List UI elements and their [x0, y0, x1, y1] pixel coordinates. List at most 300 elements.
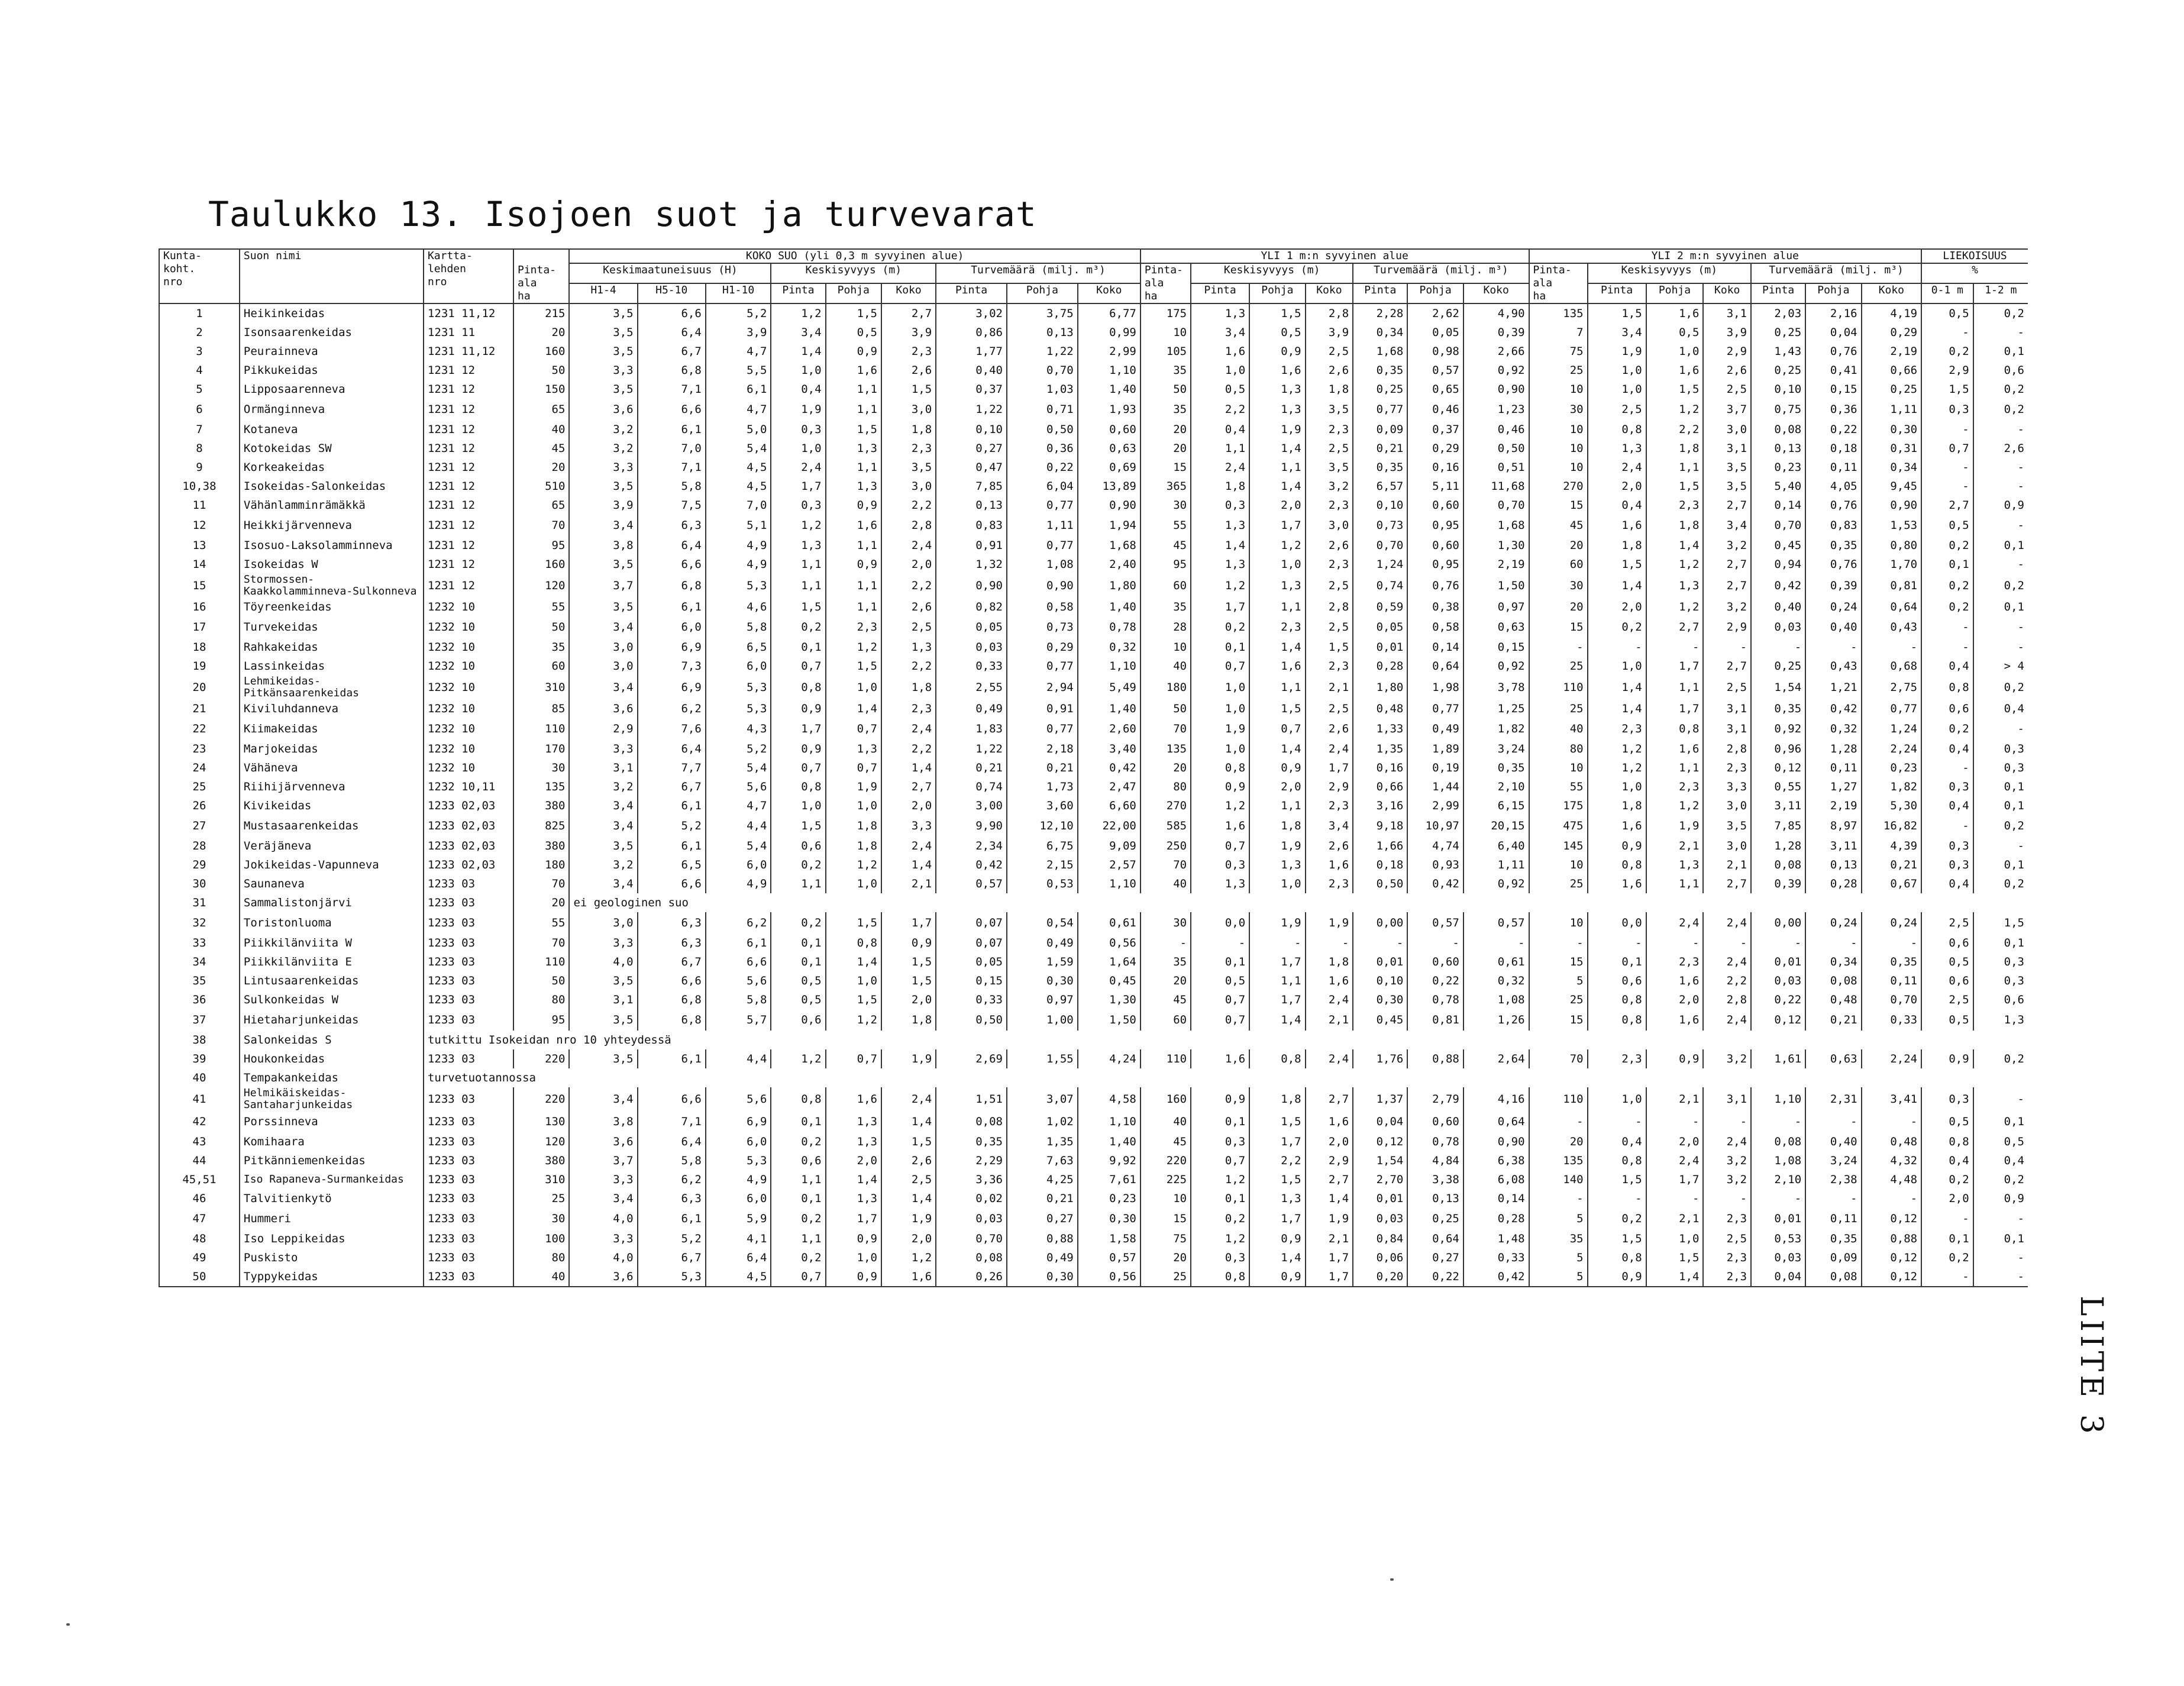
- cell-value: 3,9: [1306, 323, 1353, 342]
- cell-value: 9,45: [1862, 477, 1921, 496]
- cell-value: 3,11: [1751, 796, 1805, 815]
- cell-value: 1233 03: [424, 1170, 513, 1189]
- cell-value: 0,47: [936, 458, 1007, 477]
- cell-value: 0,21: [1007, 758, 1078, 777]
- cell-value: 0,50: [936, 1009, 1007, 1031]
- cell-value: 0,77: [1007, 718, 1078, 739]
- cell-value: -: [1703, 1189, 1751, 1208]
- cell-value: 0,51: [1463, 458, 1529, 477]
- cell-value: 1,6: [1646, 739, 1704, 758]
- col-suon-nimi: Suon nimi: [240, 249, 424, 303]
- cell-value: 180: [1141, 676, 1191, 699]
- cell-value: 1,54: [1751, 676, 1805, 699]
- cell-value: 4,90: [1463, 303, 1529, 323]
- cell-value: 10: [1141, 323, 1191, 342]
- cell-value: 1,2: [1191, 796, 1249, 815]
- cell-value: 4,16: [1463, 1087, 1529, 1111]
- cell-value: 0,12: [1862, 1248, 1921, 1267]
- cell-value: 1,59: [1007, 952, 1078, 971]
- cell-value: 9,90: [936, 815, 1007, 836]
- cell-value: 20,15: [1463, 815, 1529, 836]
- cell-value: 10: [1529, 458, 1588, 477]
- cell-value: 0,03: [1751, 971, 1805, 990]
- table-row: [159, 912, 2028, 934]
- cell-value: 22,00: [1078, 815, 1141, 836]
- cell-value: 1,0: [826, 676, 881, 699]
- cell-value: 7,85: [936, 477, 1007, 496]
- cell-value: 3,1: [1703, 718, 1751, 739]
- cell-value: 0,56: [1078, 1267, 1141, 1287]
- cell-value: 1,5: [826, 990, 881, 1009]
- cell-value: 160: [513, 342, 569, 361]
- cell-value: 1,11: [1862, 399, 1921, 420]
- cell-value: 1,4: [1588, 699, 1646, 718]
- cell-value: 1233 03: [424, 893, 513, 912]
- cell-value: -: [1973, 555, 2028, 574]
- cell-value: 4,39: [1862, 836, 1921, 855]
- cell-value: -: [1646, 1189, 1704, 1208]
- cell-value: 4,74: [1407, 836, 1463, 855]
- cell-value: 1,9: [1249, 420, 1305, 439]
- cell-value: 0,4: [1973, 1151, 2028, 1170]
- cell-value: 1232 10: [424, 638, 513, 657]
- cell-value: -: [1529, 934, 1588, 952]
- cell-suon-nimi: Korkeakeidas: [240, 458, 424, 477]
- cell-value: 0,22: [1407, 971, 1463, 990]
- cell-value: 1,22: [936, 739, 1007, 758]
- cell-value: 0,6: [771, 1151, 825, 1170]
- cell-value: 0,2: [1921, 574, 1973, 597]
- cell-value: 95: [1141, 555, 1191, 574]
- cell-value: 1233 03: [424, 912, 513, 934]
- cell-value: 4,5: [706, 1267, 771, 1287]
- cell-value: 20: [1141, 971, 1191, 990]
- cell-value: 3,1: [1703, 439, 1751, 458]
- col-y1t-koko: Koko: [1463, 283, 1529, 303]
- cell-value: 1231 12: [424, 555, 513, 574]
- cell-value: 25: [1529, 699, 1588, 718]
- cell-value: 0,5: [1249, 323, 1305, 342]
- cell-suon-nimi: Kiviluhdanneva: [240, 699, 424, 718]
- col-yli2-pinta-ala: Pinta- ala ha: [1529, 263, 1588, 303]
- cell-value: -: [1973, 458, 2028, 477]
- cell-value: 0,78: [1078, 616, 1141, 638]
- col-yli1-keskisyvyys: Keskisyvyys (m): [1191, 263, 1353, 283]
- cell-value: 3,5: [569, 477, 637, 496]
- col-y1-pinta: Pinta: [1191, 283, 1249, 303]
- cell-value: 6,1: [706, 380, 771, 399]
- cell-value: 7,1: [638, 380, 706, 399]
- cell-value: 0,95: [1407, 555, 1463, 574]
- cell-value: 1233 03: [424, 1111, 513, 1132]
- table-row: [159, 676, 2028, 699]
- cell-value: 50: [513, 616, 569, 638]
- cell-value: 2,4: [881, 718, 936, 739]
- cell-value: 0,9: [1921, 1049, 1973, 1068]
- cell-value: 3,4: [569, 874, 637, 893]
- cell-value: 5: [1529, 1267, 1588, 1287]
- cell-value: 3,5: [569, 342, 637, 361]
- col-pohja: Pohja: [826, 283, 881, 303]
- cell-value: 0,14: [1751, 496, 1805, 515]
- cell-value: 2,19: [1463, 555, 1529, 574]
- cell-value: 15: [1529, 496, 1588, 515]
- cell-value: 2,15: [1007, 855, 1078, 874]
- cell-value: 2,5: [1306, 699, 1353, 718]
- cell-value: 0,29: [1862, 323, 1921, 342]
- cell-nro: 30: [159, 874, 240, 893]
- cell-value: -: [1805, 1111, 1861, 1132]
- cell-value: -: [1921, 758, 1973, 777]
- cell-value: 1,1: [826, 458, 881, 477]
- cell-value: 6,7: [638, 1248, 706, 1267]
- cell-value: 0,7: [1191, 1009, 1249, 1031]
- cell-value: 0,8: [1588, 420, 1646, 439]
- col-t-pinta: Pinta: [936, 283, 1007, 303]
- cell-value: 2,4: [1703, 952, 1751, 971]
- cell-value: 2,0: [881, 555, 936, 574]
- cell-value: 0,76: [1805, 342, 1861, 361]
- cell-value: 0,34: [1353, 323, 1407, 342]
- cell-value: 0,73: [1007, 616, 1078, 638]
- cell-value: 5,3: [638, 1267, 706, 1287]
- cell-value: 0,25: [1407, 1208, 1463, 1229]
- cell-value: 0,8: [1191, 1267, 1249, 1287]
- cell-value: 0,90: [1463, 380, 1529, 399]
- cell-value: 0,30: [1353, 990, 1407, 1009]
- cell-value: 0,70: [1353, 536, 1407, 555]
- cell-value: 4,6: [706, 597, 771, 616]
- cell-value: 1,4: [1249, 1248, 1305, 1267]
- cell-suon-nimi: Lipposaarenneva: [240, 380, 424, 399]
- cell-value: 1,2: [826, 1009, 881, 1031]
- cell-value: 1,0: [1191, 739, 1249, 758]
- cell-value: 2,0: [826, 1151, 881, 1170]
- table-row: [159, 1267, 2028, 1287]
- cell-value: 1,1: [771, 874, 825, 893]
- cell-value: 50: [1141, 699, 1191, 718]
- cell-value: 0,18: [1353, 855, 1407, 874]
- cell-value: 0,96: [1751, 739, 1805, 758]
- table-row: [159, 1049, 2028, 1068]
- cell-value: 3,9: [569, 496, 637, 515]
- cell-value: 0,8: [1921, 1132, 1973, 1151]
- cell-value: 1,0: [1588, 777, 1646, 796]
- cell-value: 1,9: [881, 1208, 936, 1229]
- cell-value: 2,3: [1646, 952, 1704, 971]
- cell-value: -: [1463, 934, 1529, 952]
- cell-value: 0,63: [1078, 439, 1141, 458]
- cell-nro: 23: [159, 739, 240, 758]
- cell-value: 1,5: [826, 303, 881, 323]
- cell-value: 250: [1141, 836, 1191, 855]
- cell-value: 75: [1529, 342, 1588, 361]
- cell-value: -: [1921, 1208, 1973, 1229]
- cell-value: 1,0: [1191, 361, 1249, 380]
- cell-value: 0,28: [1353, 657, 1407, 676]
- cell-value: 3,0: [881, 477, 936, 496]
- cell-value: 1,2: [826, 638, 881, 657]
- cell-suon-nimi: Hietaharjunkeidas: [240, 1009, 424, 1031]
- cell-value: 0,5: [1973, 1132, 2028, 1151]
- cell-value: 1,5: [1249, 1170, 1305, 1189]
- cell-value: 0,83: [1805, 515, 1861, 536]
- cell-value: 3,0: [1703, 836, 1751, 855]
- cell-value: -: [1862, 1189, 1921, 1208]
- cell-value: 2,6: [881, 597, 936, 616]
- cell-value: 4,84: [1407, 1151, 1463, 1170]
- cell-value: 2,7: [881, 303, 936, 323]
- cell-nro: 9: [159, 458, 240, 477]
- cell-value: 5,2: [638, 1229, 706, 1248]
- cell-value: 80: [1141, 777, 1191, 796]
- cell-value: 2,0: [1306, 1132, 1353, 1151]
- cell-value: 1,4: [881, 855, 936, 874]
- cell-nro: 50: [159, 1267, 240, 1287]
- cell-value: 5,11: [1407, 477, 1463, 496]
- cell-value: 0,6: [1588, 971, 1646, 990]
- cell-value: 6,40: [1463, 836, 1529, 855]
- cell-value: 1,9: [771, 399, 825, 420]
- cell-value: 2,9: [569, 718, 637, 739]
- cell-value: 1,03: [1007, 380, 1078, 399]
- cell-value: 2,3: [881, 342, 936, 361]
- cell-value: 6,6: [638, 1087, 706, 1111]
- cell-value: 0,34: [1805, 952, 1861, 971]
- cell-value: 2,2: [1646, 420, 1704, 439]
- cell-value: 1,5: [1588, 1229, 1646, 1248]
- cell-value: 0,04: [1353, 1111, 1407, 1132]
- cell-value: 1,8: [1249, 815, 1305, 836]
- cell-value: 3,2: [1703, 1170, 1751, 1189]
- cell-value: 6,4: [638, 323, 706, 342]
- cell-value: 1,7: [1306, 1267, 1353, 1287]
- cell-value: -: [1921, 458, 1973, 477]
- col-y1t-pohja: Pohja: [1407, 283, 1463, 303]
- cell-value: 9,18: [1353, 815, 1407, 836]
- cell-value: 7,0: [706, 496, 771, 515]
- cell-value: 4,4: [706, 815, 771, 836]
- cell-value: 6,3: [638, 515, 706, 536]
- cell-value: 3,5: [1703, 477, 1751, 496]
- cell-value: 6,2: [638, 699, 706, 718]
- cell-value: 2,3: [1306, 496, 1353, 515]
- cell-value: 0,4: [1921, 874, 1973, 893]
- cell-value: 2,1: [881, 874, 936, 893]
- cell-value: 0,80: [1862, 536, 1921, 555]
- cell-value: 1,7: [1646, 1170, 1704, 1189]
- cell-value: 1,00: [1007, 1009, 1078, 1031]
- group-koko-suo: KOKO SUO (yli 0,3 m syvyinen alue): [569, 249, 1140, 263]
- cell-value: 3,5: [569, 836, 637, 855]
- cell-value: 0,70: [1751, 515, 1805, 536]
- cell-value: 2,8: [1306, 303, 1353, 323]
- cell-value: 0,50: [1007, 420, 1078, 439]
- cell-value: 1,37: [1353, 1087, 1407, 1111]
- cell-value: 20: [1529, 1132, 1588, 1151]
- cell-value: 0,3: [1191, 1248, 1249, 1267]
- cell-value: 2,2: [881, 496, 936, 515]
- cell-value: 160: [513, 555, 569, 574]
- cell-value: 10: [1529, 380, 1588, 399]
- cell-value: 2,1: [1646, 1087, 1704, 1111]
- cell-value: 0,9: [826, 555, 881, 574]
- cell-value: 0,3: [1191, 855, 1249, 874]
- cell-value: 0,21: [1007, 1189, 1078, 1208]
- cell-value: -: [1921, 815, 1973, 836]
- cell-value: 2,4: [1646, 1151, 1704, 1170]
- cell-value: 0,49: [936, 699, 1007, 718]
- cell-value: 0,97: [1007, 990, 1078, 1009]
- cell-nro: 40: [159, 1068, 240, 1087]
- cell-value: 1,4: [1249, 739, 1305, 758]
- cell-value: 3,1: [1703, 303, 1751, 323]
- cell-value: 2,2: [881, 574, 936, 597]
- cell-value: 2,3: [1306, 555, 1353, 574]
- cell-value: 1,3: [1249, 399, 1305, 420]
- cell-value: 1,22: [1007, 342, 1078, 361]
- cell-value: -: [1141, 934, 1191, 952]
- cell-value: 0,2: [1973, 1049, 2028, 1068]
- cell-value: 0,4: [1588, 1132, 1646, 1151]
- cell-value: 1,5: [1249, 1111, 1305, 1132]
- cell-suon-nimi: Sammalistonjärvi: [240, 893, 424, 912]
- cell-value: 2,3: [1306, 420, 1353, 439]
- cell-value: 2,9: [1921, 361, 1973, 380]
- cell-value: -: [1921, 616, 1973, 638]
- cell-value: 2,3: [1588, 1049, 1646, 1068]
- cell-value: 1,11: [1007, 515, 1078, 536]
- cell-value: 270: [1529, 477, 1588, 496]
- cell-value: 1,6: [1646, 303, 1704, 323]
- col-t-koko: Koko: [1078, 283, 1141, 303]
- cell-value: 0,8: [1588, 1151, 1646, 1170]
- cell-value: 2,03: [1751, 303, 1805, 323]
- cell-value: 6,3: [638, 912, 706, 934]
- cell-value: 2,7: [1306, 1087, 1353, 1111]
- cell-value: 7,7: [638, 758, 706, 777]
- cell-value: 0,23: [1078, 1189, 1141, 1208]
- cell-value: 1,48: [1463, 1229, 1529, 1248]
- cell-nro: 15: [159, 574, 240, 597]
- cell-value: 5: [1529, 1248, 1588, 1267]
- cell-value: 0,7: [1191, 657, 1249, 676]
- cell-value: 0,08: [1751, 855, 1805, 874]
- table-row: [159, 439, 2028, 458]
- cell-value: 0,2: [771, 912, 825, 934]
- cell-value: 2,79: [1407, 1087, 1463, 1111]
- cell-value: 15: [1529, 616, 1588, 638]
- cell-value: 0,38: [1407, 597, 1463, 616]
- cell-value: 0,22: [1407, 1267, 1463, 1287]
- cell-value: 1233 03: [424, 990, 513, 1009]
- cell-value: 1231 11: [424, 323, 513, 342]
- cell-value: 2,28: [1353, 303, 1407, 323]
- cell-value: 2,9: [1703, 616, 1751, 638]
- cell-value: 0,13: [1805, 855, 1861, 874]
- cell-value: 2,4: [1646, 912, 1704, 934]
- cell-value: 1,3: [1646, 855, 1704, 874]
- cell-value: 0,98: [1407, 342, 1463, 361]
- cell-value: 0,4: [1588, 496, 1646, 515]
- cell-value: 0,1: [1588, 952, 1646, 971]
- cell-value: 2,7: [881, 777, 936, 796]
- cell-value: 35: [1141, 597, 1191, 616]
- cell-value: 0,4: [1921, 739, 1973, 758]
- cell-value: 50: [1141, 380, 1191, 399]
- cell-value: 175: [1529, 796, 1588, 815]
- cell-value: 110: [1141, 1049, 1191, 1068]
- cell-value: 3,40: [1078, 739, 1141, 758]
- cell-value: 0,60: [1407, 1111, 1463, 1132]
- cell-value: 0,6: [1921, 971, 1973, 990]
- cell-value: 0,48: [1353, 699, 1407, 718]
- cell-nro: 12: [159, 515, 240, 536]
- cell-value: 1,1: [1646, 874, 1704, 893]
- cell-value: 1,51: [936, 1087, 1007, 1111]
- cell-value: 0,10: [936, 420, 1007, 439]
- cell-value: 0,9: [1191, 777, 1249, 796]
- cell-value: 1,7: [771, 477, 825, 496]
- cell-value: 1,3: [771, 536, 825, 555]
- cell-value: 1,9: [1306, 912, 1353, 934]
- cell-value: 80: [513, 1248, 569, 1267]
- appendix-label: LIITE 3: [2073, 1296, 2109, 1438]
- cell-value: 45: [1529, 515, 1588, 536]
- cell-value: 1,4: [1306, 1189, 1353, 1208]
- cell-nro: 2: [159, 323, 240, 342]
- cell-value: 15: [1529, 1009, 1588, 1031]
- cell-value: 6,3: [638, 934, 706, 952]
- cell-value: 0,42: [1463, 1267, 1529, 1287]
- cell-value: 0,0: [1588, 912, 1646, 934]
- cell-value: 0,20: [1353, 1267, 1407, 1287]
- cell-value: 0,12: [1751, 1009, 1805, 1031]
- cell-value: 0,45: [1751, 536, 1805, 555]
- cell-value: 1,3: [1191, 303, 1249, 323]
- cell-value: 55: [1141, 515, 1191, 536]
- cell-value: 1,50: [1078, 1009, 1141, 1031]
- cell-value: 2,3: [1588, 718, 1646, 739]
- cell-value: 1,70: [1862, 555, 1921, 574]
- cell-value: 80: [513, 990, 569, 1009]
- cell-value: 0,74: [936, 777, 1007, 796]
- cell-value: 5,30: [1862, 796, 1921, 815]
- cell-value: 2,4: [1703, 1009, 1751, 1031]
- cell-value: 0,9: [1191, 1087, 1249, 1111]
- cell-value: 0,60: [1407, 536, 1463, 555]
- cell-value: 0,06: [1353, 1248, 1407, 1267]
- cell-value: 6,4: [638, 739, 706, 758]
- cell-value: 5,3: [706, 1151, 771, 1170]
- cell-value: 1,7: [881, 912, 936, 934]
- cell-value: 6,1: [638, 836, 706, 855]
- cell-value: 1,24: [1353, 555, 1407, 574]
- cell-value: 3,5: [569, 971, 637, 990]
- cell-value: 2,18: [1007, 739, 1078, 758]
- cell-value: 1233 02,03: [424, 836, 513, 855]
- cell-value: 0,2: [1191, 1208, 1249, 1229]
- cell-value: 0,21: [936, 758, 1007, 777]
- cell-value: 25: [1529, 361, 1588, 380]
- cell-value: 0,90: [1078, 496, 1141, 515]
- cell-suon-nimi: Lassinkeidas: [240, 657, 424, 676]
- table-row: [159, 420, 2028, 439]
- col-y2t-koko: Koko: [1862, 283, 1921, 303]
- cell-nro: 34: [159, 952, 240, 971]
- cell-value: 1,2: [771, 515, 825, 536]
- cell-value: 0,40: [1751, 597, 1805, 616]
